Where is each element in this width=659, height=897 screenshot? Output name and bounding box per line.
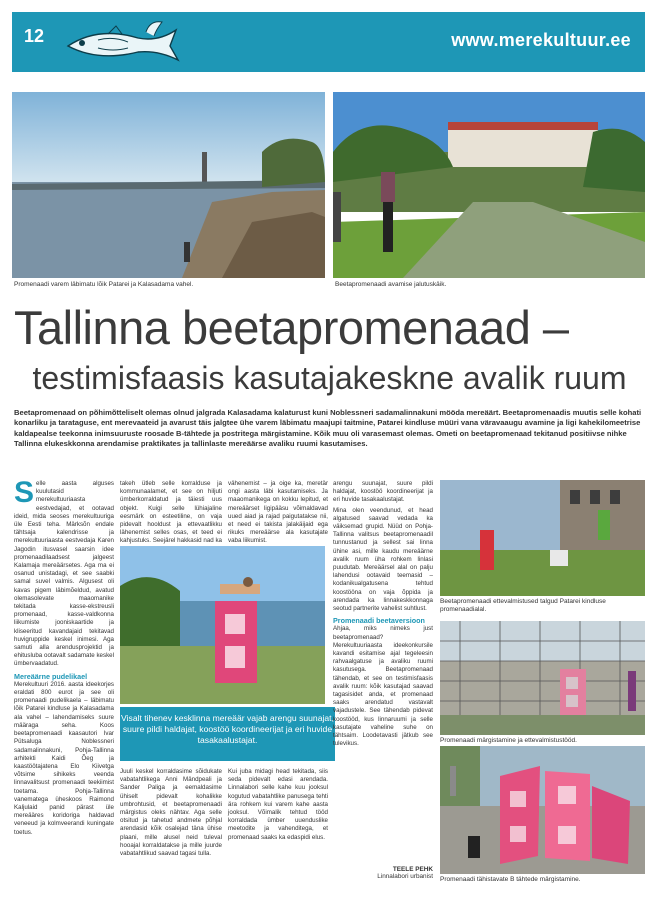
body-column-2-top bbox=[120, 480, 222, 545]
photo-pink-b-letter bbox=[120, 546, 325, 704]
photo-shoreline bbox=[12, 92, 325, 278]
body-col4-p3: Ahjaa, miks nimeks just beetapromenaad? Merekultuuriaasta ideekonkursile kavandi esitamise ajal tegeleesin rahvaalgatuse ja avaliku ruumi kasutusega. Beetapromenaad tähendab, et see on testimisfaasis avalik ruum: kõik kasutajad saavad tagasisidet anda, et promenaad saaks arendatud vastavalt vajadustele. See tähendab pidevat koostööd, kus linnaruumi ja selle kasutajate vaheline suhe on tähtsaim. Loodetavasti jätkub see tulevikus. bbox=[333, 625, 433, 748]
caption-photo5: Promenaadi tähistavate B tähtede märgistamine. bbox=[440, 876, 581, 883]
body-col2-p2: Juuli keskel korraldasime sõidukate vabatahtlikega Anni Mändpeali ja Sander Paliga ja eemaldasime ühiselt pidevalt kohalikke umbrohtusid, et beetapromenaadi märgistus oleks nähtav. Aga selle otsitud ja tahetud andmete põhjal arendasid kõik osalejad täna ühise plaani, mille alusel neid tuleval hooajal korraldatakse ja mille juurde vabatahtlikud saavad tagasi tulla. bbox=[120, 768, 222, 858]
body-column-2-bottom bbox=[120, 768, 222, 880]
caption-photo4: Promenaadi märgistamine ja ettevalmistustööd. bbox=[440, 737, 577, 744]
body-column-4 bbox=[333, 480, 433, 864]
body-col2-p1: takeh ütleb selle korralduse ja kommunaalamet, et see on hiljuti ümberkorraldatud ja täiesti uus objekt. Kuigi selle lühiajaline eesmärk on esteetiline, on vaja pidevalt hooldust ja ettevaatlikku lähenemist selles osas, et teed ei kahjustuks. Seejärel hakkasid nad ka bbox=[120, 480, 222, 545]
body-column-3-top bbox=[228, 480, 328, 545]
body-col3-p1: vähenemist – ja oige ka, meretär ongi aasta läbi kasutamiseks. Ja maaomanikega on kokku lepitud, et mereäärset ligipääsu võimaldavad uued aiad ja rajad paigutatakse nii, et need ei takista jalakäijaid ega rikuks mereäärse ala kasutajate vaba liikumist. bbox=[228, 480, 328, 545]
photo-marking-work bbox=[440, 621, 645, 735]
author-signature bbox=[340, 866, 433, 880]
author-role: Linnalabori urbanist bbox=[377, 873, 433, 880]
body-col4-p1: arengu suunajat, suure pildi haldajat, koostöö koordineerijat ja eri huvide tasakaalustajat. bbox=[333, 480, 433, 504]
subhead-bottleneck: Mereäärne pudelikael bbox=[14, 671, 88, 681]
article-title-line2: testimisfaasis kasutajakeskne avalik ruum bbox=[32, 360, 627, 396]
body-column-1 bbox=[14, 476, 114, 880]
caption-photo3: Beetapromenaadi ettevalmistused talgud Patarei kindluse promenaadialal. bbox=[440, 598, 606, 613]
article-lead: Beetapromenaad on põhimõtteliselt olemas olnud jalgrada Kalasadama kalaturust kuni Noblessneri sadamalinnakuni mööda mereäärt. Beetapromenaadis muutis selle kohati konarliku ja tarataguse, ent merevaateid ja avarust täis jalgtee ühe varem läbimatu maajupi taitmine, Patarei kindluse müüri vana väravaaugu avamine ja ligi kahekilomeetrise kaldapealse teekonna inimsuuruste roosade B-tähtede ja postritega märgistamine. Kõik muu oli varasemast olemas. Ometi on beetapromenaad tekitanud positiivse nihke Tallinna elukeskkonna arendamise praktikates ja tallinlaste mereäärse avaliku ruumi kasutamises. bbox=[14, 408, 642, 449]
photo-volunteers bbox=[440, 480, 645, 596]
dropcap: S bbox=[14, 476, 35, 509]
pull-quote: Visalt tihenev kesklinna mereäär vajab arengu suunajat, suure pildi haldajat, koostöö koordineerijat ja eri huvide tasakaalustajat. bbox=[120, 707, 335, 761]
photo-pink-letters bbox=[440, 746, 645, 874]
article-title-line1: Tallinna beetapromenaad – bbox=[14, 301, 569, 354]
fish-illustration-icon bbox=[58, 16, 188, 68]
body-col1-p1: elle aasta alguses kuulutasid merekultuuriaasta eestvedajad, et ootavad ideid, mida seoses merekultuuriga üle Eesti teha. Märksõn endale tähtsaja kalendrisse ja merekultuuriaasta eestvedaja Karen Jagodin itusvasel saarsin idee promenaadilaadsest jalgeest Kalamaja mereäärsetes. Aga ma ei osanud unistadagi, et see saabki samal suvel valmis. Algusest oli kavas pigem läbimõeldud, avatud olemasolevate maaomanike tekitada kasse-ekstreusli promenaad, kasse-valdkonna liikumiste jooniskaartide ja kliseeritud kavandajaid tekitavad huvigruppide keskel inimesi. Aga samuti alla arendusprojektid ja ehitusluba ootavalt sadamate keskel ümbervaadatud. bbox=[14, 480, 114, 668]
body-col1-p2: Merekultuuri 2016. aasta ideekorjes eraldati 800 eurot ja see oli promenaadi pudelikaela – läbimatu lõik Patarei kindluse ja Kalasadama ala vahel – lahendamiseks suure määraga seha. Koos beetapromenaadi kaasautori Ivar Pütsaluga Noblessneri sadamalinnakuni, Pohja-Tallinna arhitekti Kaidi Õeg ja kaastöötajatena Elo Kiivetga võtsime sihikeks veenda linnavalitsust promenaadi teekiimist toetama. Pohja-Tallinna vanematega üheskoos Raimond Kaljulaid panid pärast üle mereääres koridoriga haldavad veneeud ja kolmveerandi kuningate toetus. bbox=[14, 680, 114, 836]
caption-photo2: Beetapromenaadi avamise jalutuskäik. bbox=[335, 281, 447, 288]
body-col3-p2: Kui juba midagi head tekitada, siis seda pidevalt edasi arendada. Linnalabori selle kahe kuu jooksul kogutud vabatahtlike panusega tehti ära rohkem kui varem kahe aasta jooksul. Võimalik tehtud tööd korraldada ümber uuenduslike meetodite ja vahenditega, et promenaad saaks ka edaspidi elus. bbox=[228, 768, 328, 841]
subhead-beta-version: Promenaadi beetaversioon bbox=[333, 616, 425, 626]
author-name: TEELE PEHK bbox=[392, 866, 433, 873]
site-url: www.merekultuur.ee bbox=[451, 30, 631, 50]
body-col4-p2: Mina olen veendunud, et head algatused saavad vedada ka väiksemad grupid. Nüüd on Pohja-Tallinna valitsus beetapromenaadil tunnustanud ja sellest sai linna ühine asi, mille kaudu mereäärne avalik ruum üha rohkem linlasi puudutab. Mereäärsel alal on palju lahendusi ootavaid teemasid – kodanikualgatusena tehtud koostööna on vaja õppida ja arendada ka linnakeskkonnaga seotud partnerite vahelist suhtlust. bbox=[333, 506, 433, 613]
page-header bbox=[12, 12, 645, 72]
page-number: 12 bbox=[24, 26, 45, 46]
body-column-3-bottom bbox=[228, 768, 328, 880]
photo-opening-walk bbox=[333, 92, 645, 278]
caption-photo1: Promenaadi varem läbimatu lõik Patarei ja Kalasadama vahel. bbox=[14, 281, 194, 288]
